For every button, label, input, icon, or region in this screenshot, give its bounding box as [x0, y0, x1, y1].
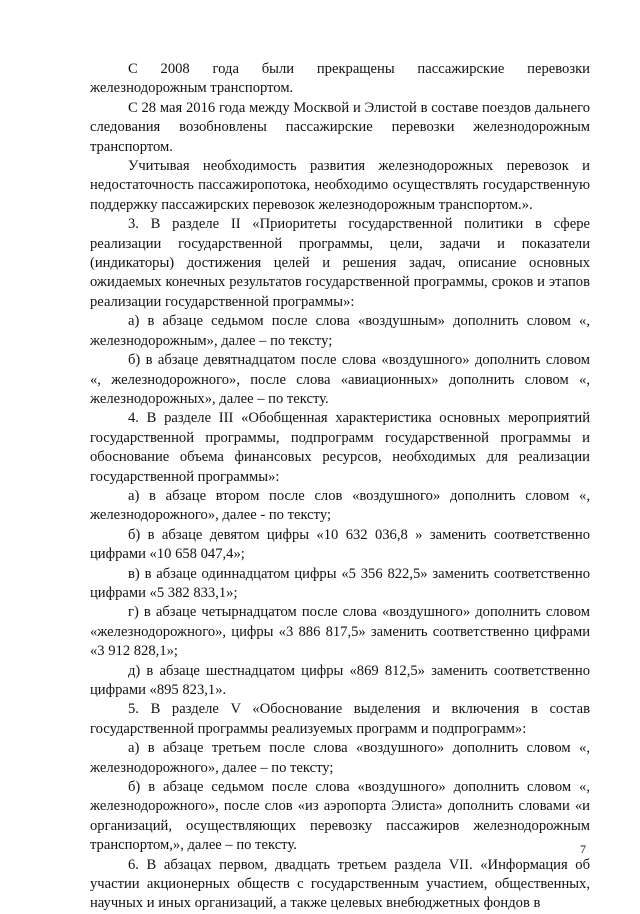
paragraph: б) в абзаце девятнадцатом после слова «воздушного» дополнить словом «, железнодорожного», после слова «авиационных» дополнить словом «, железнодорожных», далее – по тексту.: [90, 352, 590, 407]
paragraph: а) в абзаце седьмом после слова «воздушным» дополнить словом «, железнодорожным», далее – по тексту;: [90, 313, 590, 349]
paragraph: г) в абзаце четырнадцатом после слова «воздушного» дополнить словом «железнодорожного», цифры «3 886 817,5» заменить соответственно цифрами «3 912 828,1»;: [90, 604, 590, 660]
paragraph: д) в абзаце шестнадцатом цифры «869 812,5» заменить соответственно цифрами «895 823,1».: [90, 662, 590, 698]
paragraph: 6. В абзацах первом, двадцать третьем раздела VII. «Информация об участии акционерных обществ с государственным участием, общественных, научных и иных организаций, а также целевых внебюджетных фондов в: [90, 856, 590, 912]
paragraph: б) в абзаце девятом цифры «10 632 036,8 » заменить соответственно цифрами «10 658 047,4»;: [90, 526, 590, 563]
paragraph: 5. В разделе V «Обоснование выделения и включения в состав государственной программы реализуемых программ и подпрограмм»:: [90, 701, 590, 737]
paragraph: а) в абзаце третьем после слова «воздушного» дополнить словом «, железнодорожного», далее – по тексту;: [90, 740, 590, 776]
paragraph: Учитывая необходимость развития железнодорожных перевозок и недостаточность пассажиропотока, необходимо осуществлять государственную поддержку пассажирских перевозок железнодорожным транспортом.».: [90, 158, 590, 213]
paragraph: 3. В разделе II «Приоритеты государственной политики в сфере реализации государственной программы, цели, задачи и показатели (индикаторы) достижения целей и решения задач, описание основных ожидаемых конечных результатов государственной программы, сроков и этапов реализации государственной программы»:: [90, 216, 590, 310]
paragraph: а) в абзаце втором после слов «воздушного» дополнить словом «, железнодорожного», далее - по тексту;: [90, 487, 590, 524]
page-number: 7: [580, 842, 586, 856]
document-body: [90, 60, 590, 914]
paragraph: б) в абзаце седьмом после слова «воздушного» дополнить словом «, железнодорожного», после слов «из аэропорта Элиста» дополнить словами «и организаций, осуществляющих перевозку пассажиров железнодорожным транспортом,», далее – по тексту.: [90, 779, 590, 854]
paragraph: 4. В разделе III «Обобщенная характеристика основных мероприятий государственной программы, подпрограмм государственной программы и обоснование объема финансовых ресурсов, необходимых для реализации государственной программы»:: [90, 410, 590, 485]
paragraph: С 28 мая 2016 года между Москвой и Элистой в составе поездов дальнего следования возобновлены пассажирские перевозки железнодорожным транспортом.: [90, 99, 590, 155]
paragraph: в) в абзаце одиннадцатом цифры «5 356 822,5» заменить соответственно цифрами «5 382 833,1»;: [90, 565, 590, 601]
paragraph: С 2008 года были прекращены пассажирские перевозки железнодорожным транспортом.: [90, 61, 590, 97]
